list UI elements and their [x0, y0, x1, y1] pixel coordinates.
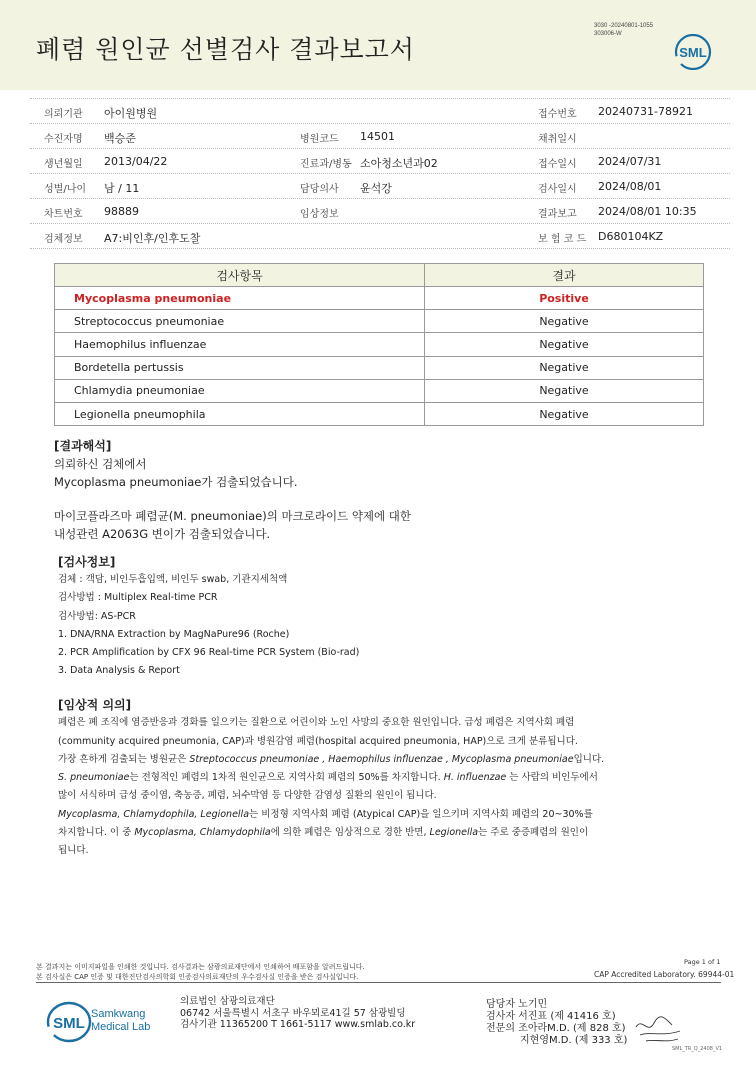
clinical-title: [임상적 의의]: [58, 698, 132, 712]
info-label: 검체정보: [44, 234, 83, 245]
info-label: 보 험 코 드: [538, 234, 587, 245]
info-label: 의뢰기관: [44, 109, 83, 120]
footer-brand: Samkwang Medical Lab: [91, 1008, 151, 1033]
info-label: 접수번호: [538, 109, 577, 120]
info-value: 2024/07/31: [598, 155, 662, 168]
test-info-line: 검사방법: AS-PCR: [58, 610, 136, 622]
info-value: 아이원병원: [104, 107, 158, 120]
table-row: [55, 287, 704, 310]
footer-staff: 담당자 노기민 검사자 서진표 (제 41416 호) 전문의 조아라M.D. (제 828 호) 지현영M.D. (제 333 호): [486, 999, 628, 1046]
interpretation-line: Mycoplasma pneumoniae가 검출되었습니다.: [54, 475, 298, 489]
interpretation-line: 내성관련 A2063G 변이가 검출되었습니다.: [54, 527, 271, 541]
column-header-result: 결과: [425, 264, 704, 287]
interpretation-section: [54, 437, 411, 543]
info-label: 검사일시: [538, 184, 577, 195]
info-value: D680104KZ: [598, 230, 664, 243]
signature-icon: [632, 1013, 684, 1047]
test-info-title: [검사정보]: [58, 555, 116, 569]
info-label: 차트번호: [44, 209, 83, 220]
cap-accreditation: CAP Accredited Laboratory. 69944-01: [594, 970, 735, 979]
clinical-line: 가장 흔하게 검출되는 병원균은 Streptococcus pneumoniae , Haemophilus influenzae , Mycoplasma pneumoniae입니다.: [58, 753, 605, 765]
report-header: [0, 0, 756, 90]
test-result: Negative: [425, 402, 704, 425]
test-item: Mycoplasma pneumoniae: [55, 287, 425, 310]
info-value: 2024/08/01: [598, 180, 662, 193]
info-label: 성별/나이: [44, 184, 87, 195]
info-row: [30, 149, 730, 174]
info-label: 병원코드: [300, 134, 339, 145]
table-row: [55, 333, 704, 356]
clinical-line: 많이 서식하며 급성 중이염, 축농증, 폐렴, 뇌수막염 등 다양한 감염성 질환의 원인이 됩니다.: [58, 790, 437, 802]
footer-address: 의료법인 삼광의료재단 06742 서울특별시 서초구 바우뫼로41길 57 삼광빌딩 검사기관 11365200 T 1661-5117 www.smlab.co.kr: [180, 996, 416, 1030]
column-header-item: 검사항목: [55, 264, 425, 287]
interpretation-title: [결과해석]: [54, 439, 112, 453]
footer-divider: [36, 982, 721, 983]
info-value: 14501: [360, 130, 395, 143]
info-value: 2024/08/01 10:35: [598, 205, 697, 218]
info-row: [30, 199, 730, 224]
test-result: Positive: [425, 287, 704, 310]
table-row: [55, 402, 704, 425]
info-label: 수진자명: [44, 134, 83, 145]
info-label: 접수일시: [538, 159, 577, 170]
test-info-section: [58, 553, 359, 680]
interpretation-line: 마이코플라즈마 폐렴균(M. pneumoniae)의 마크로라이드 약제에 대한: [54, 509, 412, 523]
table-row: [55, 379, 704, 402]
test-info-line: 1. DNA/RNA Extraction by MagNaPure96 (Roche): [58, 628, 290, 640]
svg-text:SML: SML: [53, 1015, 85, 1032]
info-row: [30, 99, 730, 124]
info-value: 남 / 11: [104, 182, 140, 195]
form-code: SML_TR_Q_2408_V1: [672, 1046, 723, 1052]
test-item: Legionella pneumophila: [55, 402, 425, 425]
info-label: 담당의사: [300, 184, 339, 195]
clinical-section: [58, 696, 604, 861]
clinical-line: 차지합니다. 이 중 Mycoplasma, Chlamydophila에 의한 폐렴은 임상적으로 경한 반면, Legionella는 주로 중증폐렴의 원인이: [58, 827, 589, 839]
test-item: Bordetella pertussis: [55, 356, 425, 379]
test-result: Negative: [425, 379, 704, 402]
test-info-line: 검체 : 객담, 비인두흡입액, 비인두 swab, 기관지세척액: [58, 574, 288, 586]
info-label: 진료과/병동: [300, 159, 352, 170]
info-value: 소아청소년과02: [360, 157, 438, 170]
test-info-line: 3. Data Analysis & Report: [58, 665, 180, 677]
results-header-row: [55, 264, 704, 287]
clinical-line: Mycoplasma, Chlamydophila, Legionella는 비정형 지역사회 폐렴 (Atypical CAP)을 일으키며 지역사회 폐렴의 20~30%를: [58, 808, 593, 820]
info-label: 채취일시: [538, 134, 577, 145]
svg-text:SML: SML: [679, 45, 707, 60]
results-table: [54, 263, 704, 426]
document-codes: 3030 -20240801-1055 303006-W: [594, 23, 654, 37]
info-value: 20240731-78921: [598, 105, 693, 118]
table-row: [55, 356, 704, 379]
test-result: Negative: [425, 310, 704, 333]
info-value: A7:비인후/인후도찰: [104, 232, 201, 245]
info-row: [30, 124, 730, 149]
clinical-line: (community acquired pneumonia, CAP)과 병원감염 폐렴(hospital acquired pneumonia, HAP)으로 크게 분류됩니다.: [58, 735, 578, 747]
info-value: 윤석강: [360, 182, 392, 195]
test-result: Negative: [425, 356, 704, 379]
info-label: 임상정보: [300, 209, 339, 220]
clinical-line: 폐렴은 폐 조직에 염증반응과 경화를 일으키는 질환으로 어린이와 노인 사망의 중요한 원인입니다. 급성 폐렴은 지역사회 폐렴: [58, 717, 575, 729]
info-value: 98889: [104, 205, 139, 218]
test-item: Streptococcus pneumoniae: [55, 310, 425, 333]
test-item: Chlamydia pneumoniae: [55, 379, 425, 402]
table-row: [55, 310, 704, 333]
test-info-line: 검사방법 : Multiplex Real-time PCR: [58, 592, 218, 604]
info-label: 생년월일: [44, 159, 83, 170]
sml-footer-logo-icon: [44, 1000, 94, 1044]
report-title: 폐렴 원인균 선별검사 결과보고서: [36, 35, 415, 64]
info-label: 결과보고: [538, 209, 577, 220]
clinical-line: 됩니다.: [58, 845, 89, 857]
page-number: Page 1 of 1: [684, 958, 721, 966]
test-result: Negative: [425, 333, 704, 356]
test-item: Haemophilus influenzae: [55, 333, 425, 356]
info-value: 2013/04/22: [104, 155, 168, 168]
clinical-line: S. pneumoniae는 전형적인 폐렴의 1차적 원인균으로 지역사회 폐렴의 50%를 차지합니다. H. influenzae 는 사람의 비인두에서: [58, 772, 598, 784]
interpretation-line: 의뢰하신 검체에서: [54, 457, 147, 471]
footer-notice: 본 결과지는 이미지파일을 인쇄한 것입니다. 검사결과는 삼광의료재단에서 인쇄하여 배포함을 알려드립니다. 본 검사실은 CAP 인증 및 대한진단검사의학회 인증검사의료재단의 우수검사실 인증을 받은 검사실입니다.: [36, 963, 365, 981]
info-value: 백승준: [104, 132, 136, 145]
info-row: [30, 224, 730, 249]
sml-logo-icon: [672, 34, 714, 70]
info-row: [30, 174, 730, 199]
test-info-line: 2. PCR Amplification by CFX 96 Real-time PCR System (Bio-rad): [58, 647, 360, 659]
patient-info-table: [30, 98, 730, 249]
